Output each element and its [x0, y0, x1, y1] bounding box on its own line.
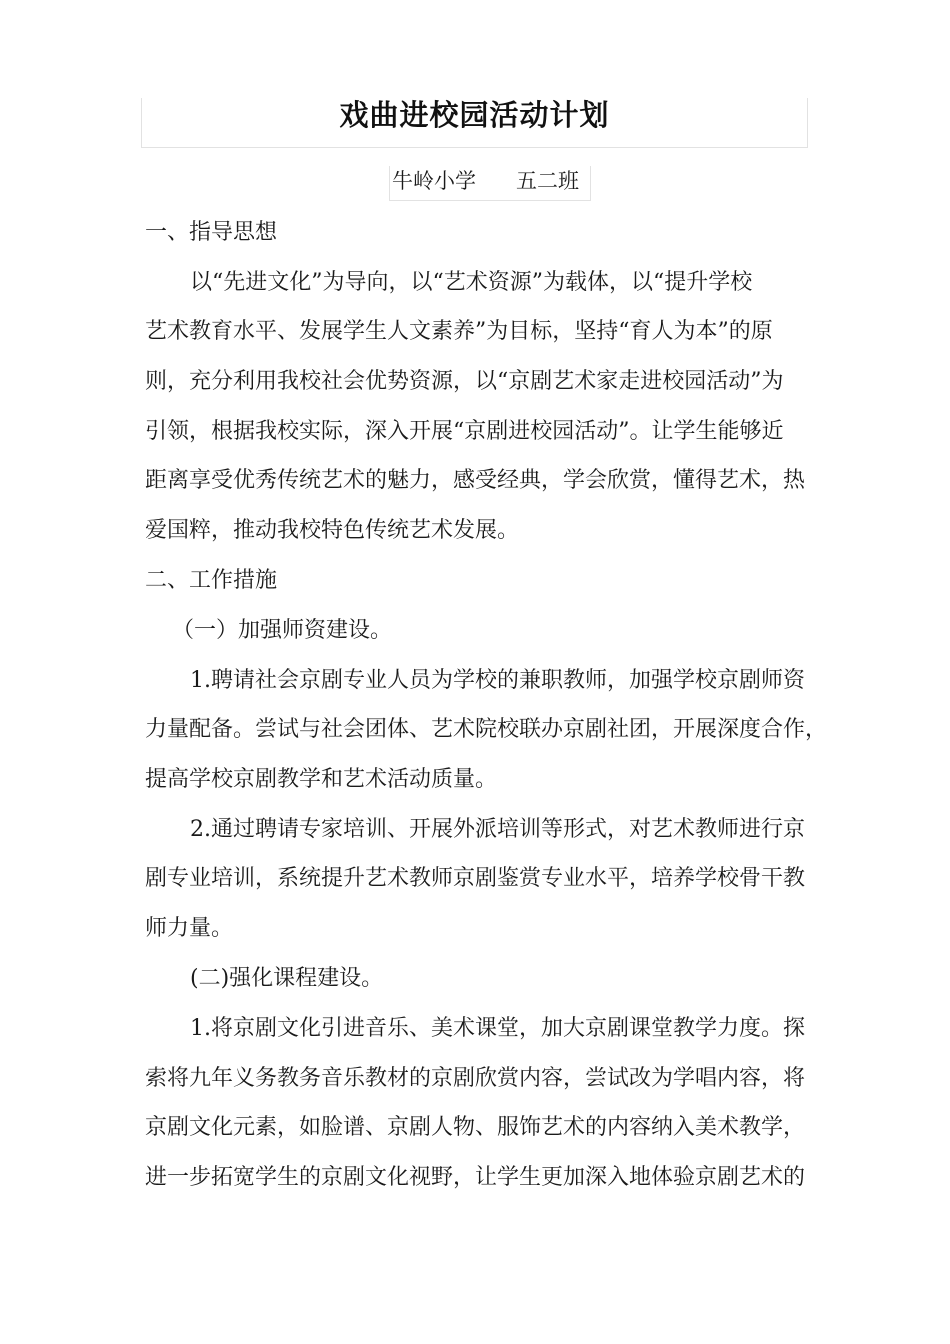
subsection-heading-curriculum: (二)强化课程建设。 [190, 966, 384, 991]
paragraph-line: 1.聘请社会京剧专业人员为学校的兼职教师，加强学校京剧师资 [190, 668, 805, 693]
paragraph-line: 力量配备。尝试与社会团体、艺术院校联办京剧社团，开展深度合作， [145, 717, 828, 742]
paragraph-line: 爱国粹，推动我校特色传统艺术发展。 [145, 518, 520, 543]
paragraph-line: 艺术教育水平、发展学生人文素养”为目标，坚持“育人为本”的原 [145, 319, 773, 344]
document-title: 戏曲进校园活动计划 [339, 98, 610, 132]
paragraph-line: 进一步拓宽学生的京剧文化视野，让学生更加深入地体验京剧艺术的 [145, 1165, 806, 1190]
paragraph-line: 剧专业培训，系统提升艺术教师京剧鉴赏专业水平，培养学校骨干教 [145, 866, 806, 891]
document-subtitle: 牛岭小学 五二班 [389, 166, 591, 201]
paragraph-line: 京剧文化元素，如脸谱、京剧人物、服饰艺术的内容纳入美术教学， [145, 1115, 806, 1140]
paragraph-line: 1.将京剧文化引进音乐、美术课堂，加大京剧课堂教学力度。探 [190, 1016, 805, 1041]
paragraph-line: 以“先进文化”为导向，以“艺术资源”为载体，以“提升学校 [190, 270, 753, 295]
paragraph-line: 提高学校京剧教学和艺术活动质量。 [145, 767, 498, 792]
paragraph-line: 2.通过聘请专家培训、开展外派培训等形式，对艺术教师进行京 [190, 817, 805, 842]
paragraph-line: 师力量。 [145, 916, 234, 941]
paragraph-line: 引领，根据我校实际，深入开展“京剧进校园活动”。让学生能够近 [145, 419, 784, 444]
paragraph-line: 索将九年义务教务音乐教材的京剧欣赏内容，尝试改为学唱内容，将 [145, 1066, 806, 1091]
section-heading-work-measures: 二、工作措施 [145, 568, 278, 593]
paragraph-line: 距离享受优秀传统艺术的魅力，感受经典，学会欣赏，懂得艺术，热 [145, 468, 806, 493]
paragraph-line: 则，充分利用我校社会优势资源，以“京剧艺术家走进校园活动”为 [145, 369, 784, 394]
title-frame [141, 98, 808, 148]
section-heading-guiding-thought: 一、指导思想 [145, 220, 278, 245]
subsection-heading-teachers: （一）加强师资建设。 [172, 618, 393, 643]
